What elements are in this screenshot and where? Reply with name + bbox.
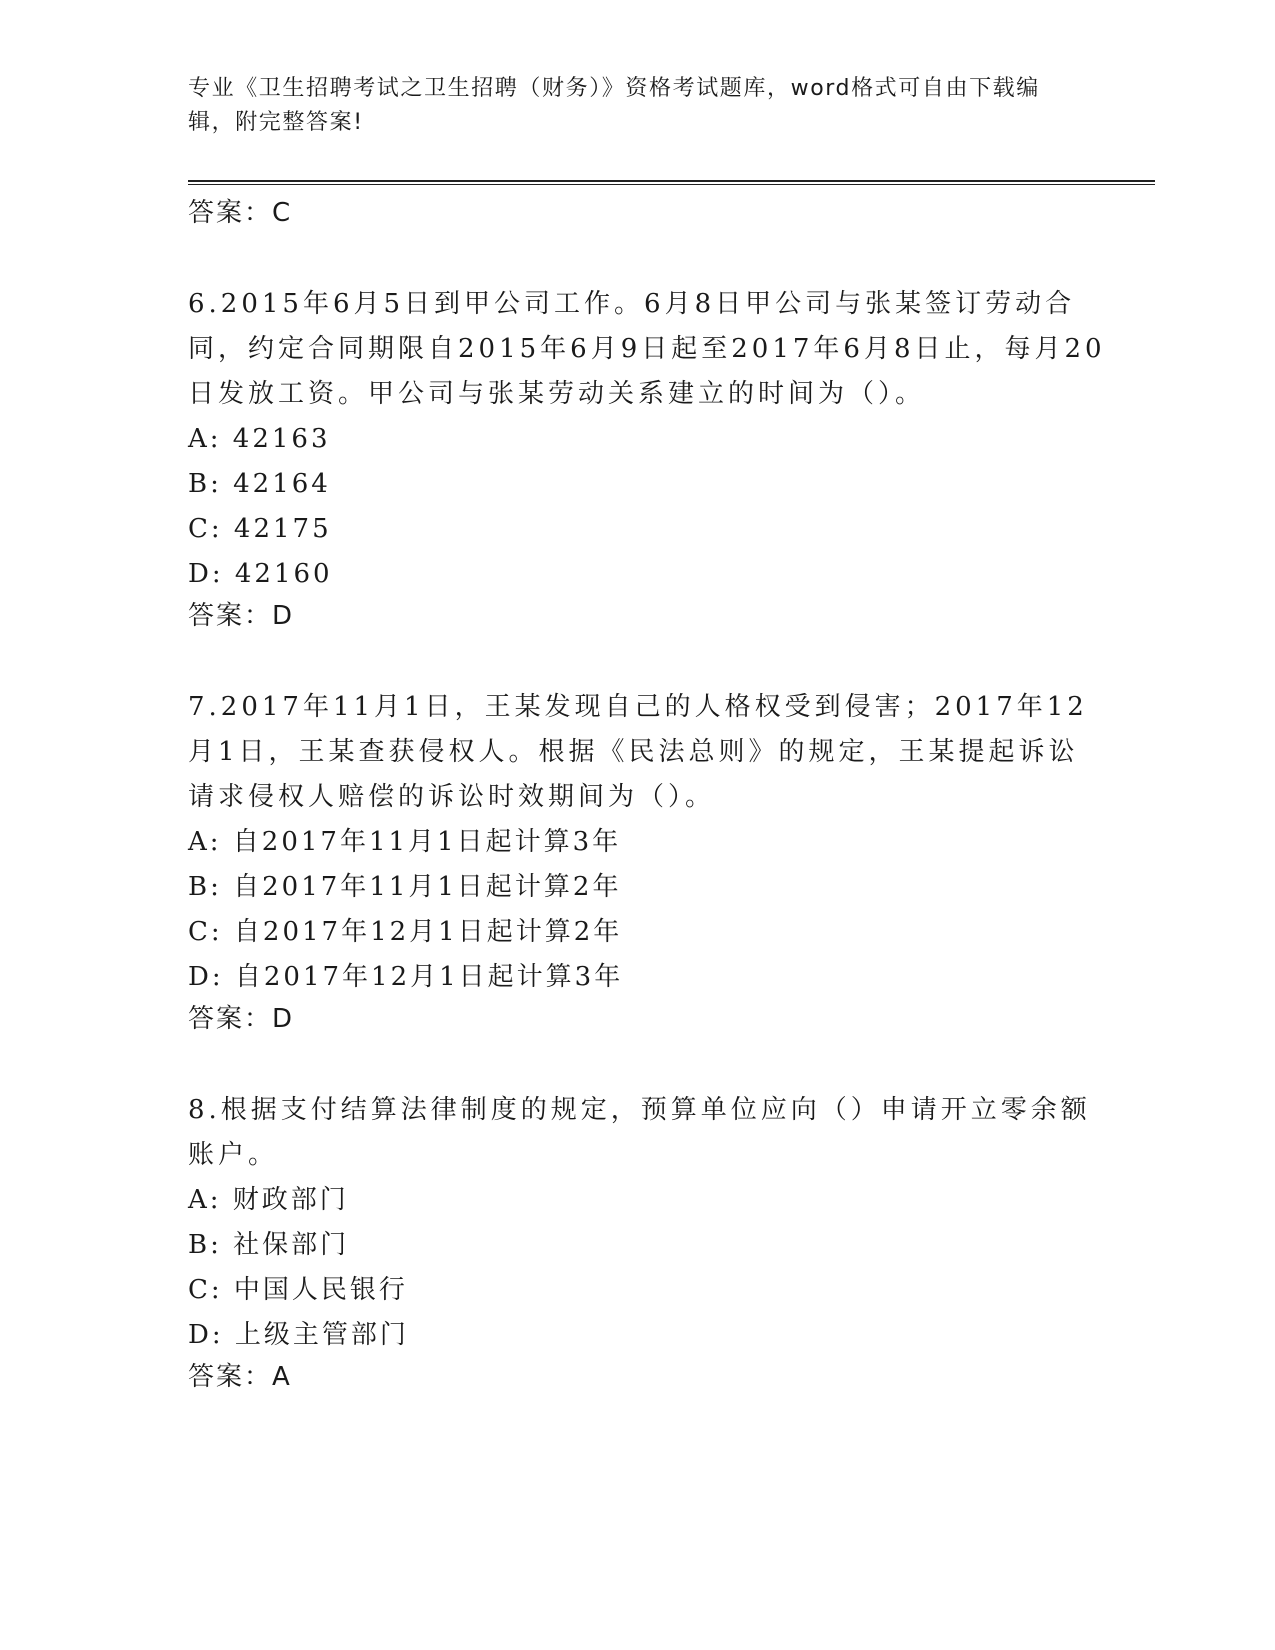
page-header: 专业《卫生招聘考试之卫生招聘（财务）》资格考试题库，word格式可自由下载编辑，附完整答案! [188,76,1040,135]
question-answer: 答案：D [188,1004,295,1034]
question-stem: 7.2017年11月1日，王某发现自己的人格权受到侵害；2017年12月1日，王某查获侵权人。根据《民法总则》的规定，王某提起诉讼请求侵权人赔偿的诉讼时效期间为（）。 [188,692,1088,812]
option-c: C: 42175 [188,514,332,544]
question-answer: 答案：D [188,601,295,631]
question-7 [188,685,1108,1036]
document-body [188,190,1108,1394]
question-8 [188,1088,1108,1394]
question-6 [188,282,1108,633]
option-b: B: 42164 [188,469,331,499]
option-c: C: 自2017年12月1日起计算2年 [188,917,623,947]
option-c: C: 中国人民银行 [188,1275,408,1305]
question-answer: 答案：A [188,1362,292,1392]
option-a: A: 42163 [188,424,331,454]
question-stem: 8.根据支付结算法律制度的规定，预算单位应向（）申请开立零余额账户。 [188,1095,1091,1170]
option-b: B: 自2017年11月1日起计算2年 [188,872,622,902]
option-a: A: 财政部门 [188,1185,349,1215]
option-a: A: 自2017年11月1日起计算3年 [188,827,622,857]
option-d: D: 42160 [188,559,333,589]
option-d: D: 自2017年12月1日起计算3年 [188,962,624,992]
option-d: D: 上级主管部门 [188,1320,409,1350]
question-stem: 6.2015年6月5日到甲公司工作。6月8日甲公司与张某签订劳动合同，约定合同期限自2015年6月9日起至2017年6月8日止，每月20日发放工资。甲公司与张某劳动关系建立的时间为（）。 [188,289,1106,409]
header-divider-thick [188,180,1155,182]
previous-question-answer: 答案：C [188,198,293,228]
option-b: B: 社保部门 [188,1230,350,1260]
header-divider-thin [188,184,1155,185]
